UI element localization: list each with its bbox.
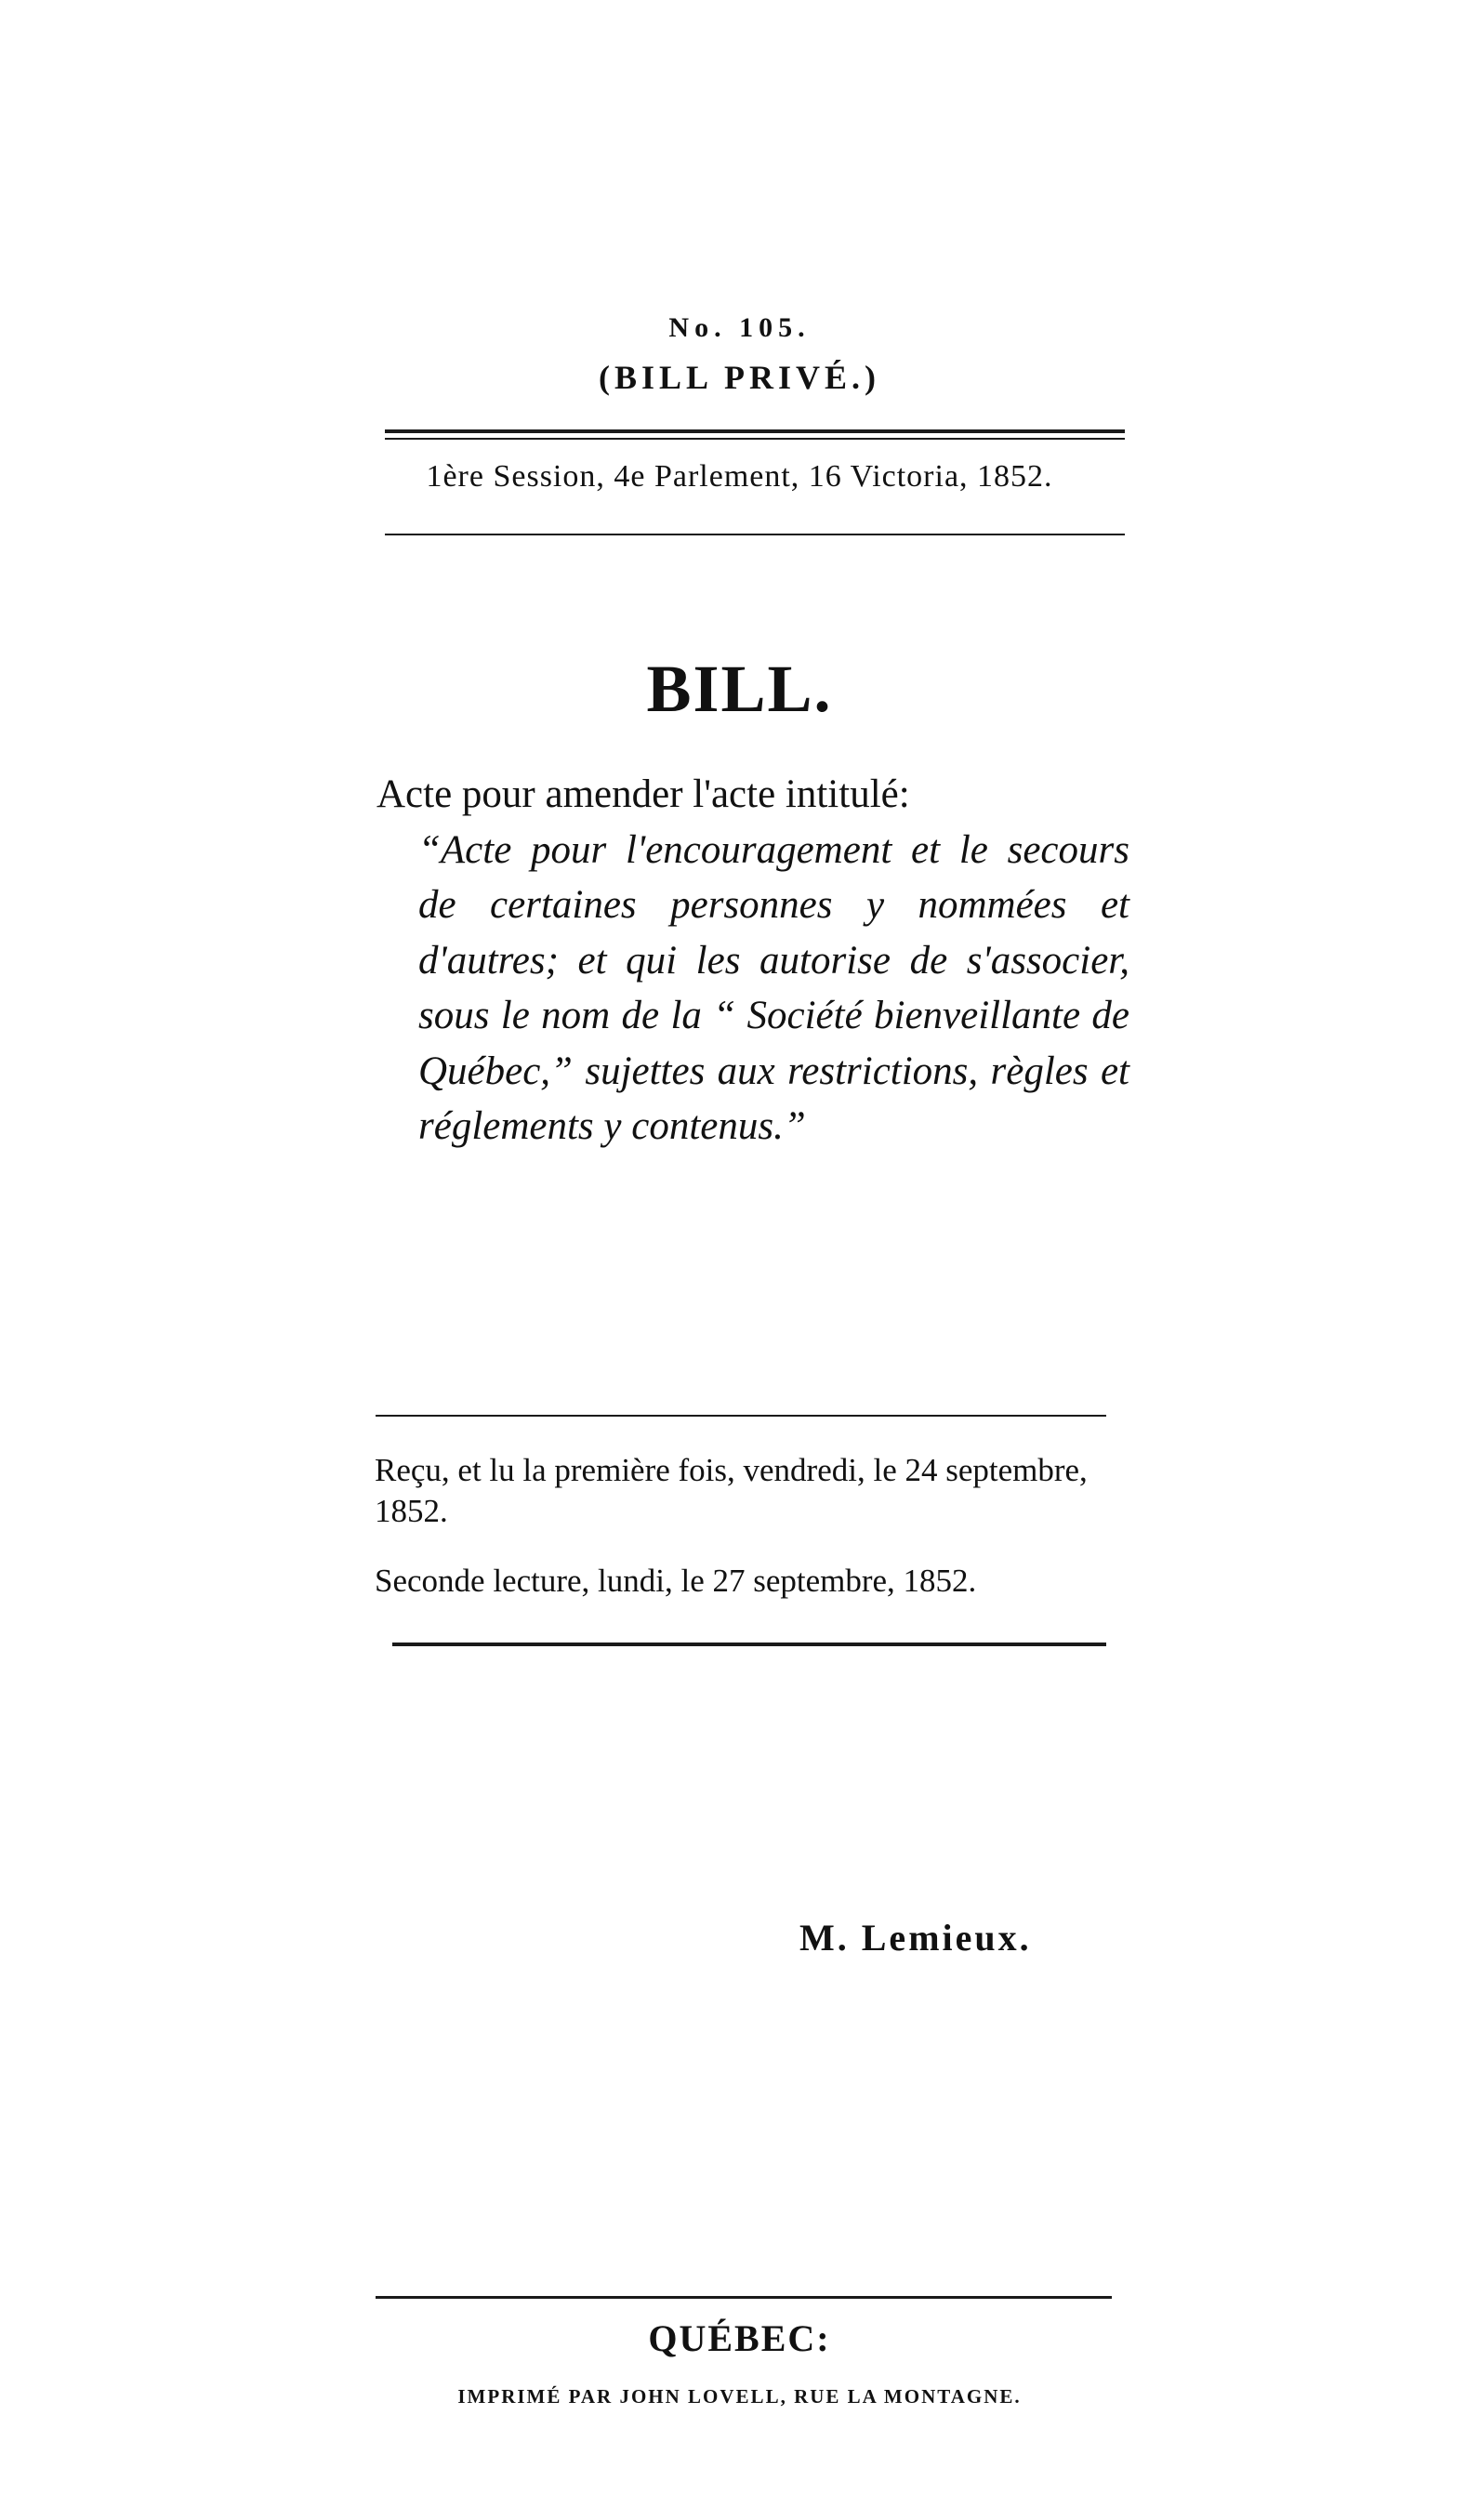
double-rule-top	[385, 429, 1125, 433]
bill-type: (BILL PRIVÉ.)	[598, 359, 881, 396]
rule-under-session	[385, 534, 1125, 535]
rule-above-imprint	[376, 2296, 1112, 2299]
first-reading: Reçu, et lu la première fois, vendredi, le 24 septembre, 1852.	[375, 1452, 1088, 1529]
act-title-block	[376, 767, 1129, 1154]
page-title: BILL.	[646, 652, 833, 726]
session-line: 1ère Session, 4e Parlement, 16 Victoria, 1852.	[426, 459, 1053, 494]
rule-above-readings	[376, 1415, 1106, 1417]
sponsor-name: M. Lemieux.	[799, 1917, 1032, 1959]
second-reading: Seconde lecture, lundi, le 27 septembre, 1852.	[375, 1563, 977, 1599]
imprint-printer: IMPRIMÉ PAR JOHN LOVELL, RUE LA MONTAGNE.	[457, 2385, 1022, 2408]
double-rule-bottom	[385, 438, 1125, 440]
act-lead: Acte pour amender l'acte intitulé:	[376, 772, 910, 816]
bill-number: No. 105.	[668, 312, 811, 343]
act-quoted-title: “Acte pour l'encouragement et le secours de certaines personnes y nommées et d'autres; et qui les autorise de s'associer, sous le nom de la “ Société bienveillante de Québec,” sujettes aux restrictions, règles et réglements y contenus.”	[418, 827, 1129, 1148]
rule-below-readings	[392, 1643, 1106, 1646]
imprint-city: QUÉBEC:	[648, 2317, 831, 2359]
